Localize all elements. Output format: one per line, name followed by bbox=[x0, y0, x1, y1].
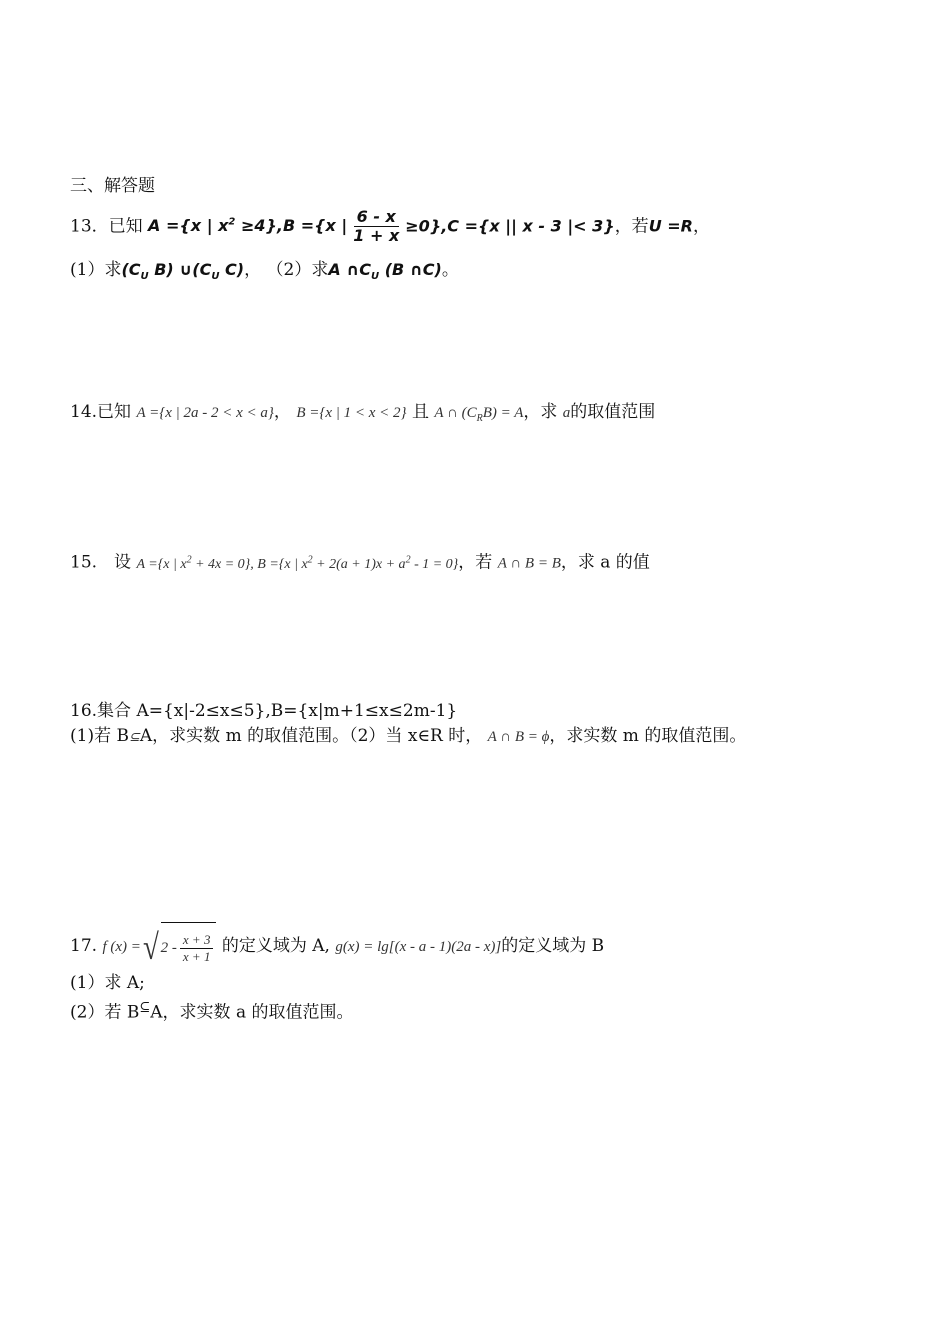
q13-part1-expression: ($C_U$ B) $\cup(C_U$ C) bbox=[121, 260, 245, 283]
question-17-line1: 17. f (x) = √ 2 - $\frac{x + 3}{x + 1}$ 的定义域为 A, g(x) = lg[(x - a - 1)(2a - x)]的定义域为 B bbox=[70, 922, 604, 971]
q13-condition: U =R bbox=[648, 216, 693, 236]
q13-part2-label: （2）求 bbox=[266, 260, 329, 280]
question-14: 14.已知 A ={x | 2a - 2 < x < a}， B ={x | 1 < x < 2} 且 A ∩ $(C_RB) = A$，求 a的取值范围 bbox=[70, 402, 656, 424]
q13-number: 13．已知 bbox=[70, 216, 143, 237]
q17-function-f: f (x) = bbox=[102, 939, 141, 955]
question-16-line2: (1)若 B⊆A，求实数 m 的取值范围。（2）当 x∈R 时， A ∩ B = ϕ，求实数 m 的取值范围。 bbox=[70, 726, 747, 746]
q14-condition: A ∩ $(C_RB) = A$ bbox=[434, 405, 524, 424]
section-title: 三、解答题 bbox=[70, 176, 155, 196]
subset-symbol: ⊆ bbox=[128, 729, 140, 744]
q17-function-g: g(x) = lg[(x - a - 1)(2a - x)] bbox=[335, 939, 502, 955]
question-13-line2: (1）求($C_U$ B) $\cup(C_U$ C)， （2）求A $\cap C_U$ (B ∩C)。 bbox=[70, 260, 459, 283]
question-17-part1: (1）求 A; bbox=[70, 973, 145, 993]
q17-square-root: √ 2 - $\frac{x + 3}{x + 1}$ bbox=[141, 922, 217, 971]
q13-set-a: A ={x | $x^2 \ge 4\},B =\{x$ | bbox=[148, 216, 348, 236]
q13-comma: ， bbox=[692, 216, 710, 237]
q15-number: 15. 设 bbox=[70, 552, 132, 573]
q14-set-b: B ={x | 1 < x < 2} bbox=[296, 405, 407, 421]
q14-set-a: A ={x | 2a - 2 < x < a} bbox=[136, 405, 274, 421]
q17-number: 17. bbox=[70, 936, 98, 956]
q13-part2-expression: A $\cap C_U$ (B ∩C) bbox=[328, 260, 442, 283]
question-17-part2: (2）若 B⊆A，求实数 a 的取值范围。 bbox=[70, 1000, 354, 1023]
q13-fraction: $\frac{6 - x}{1 + x}$ bbox=[353, 207, 400, 246]
q15-condition: A ∩ B = B bbox=[497, 555, 561, 572]
question-16-line1: 16.集合 A={x|-2≤x≤5},B={x|m+1≤x≤2m-1} bbox=[70, 701, 458, 721]
q16-condition: A ∩ B = ϕ bbox=[487, 729, 550, 745]
q15-ask: ，求 a 的值 bbox=[560, 552, 650, 573]
question-15: 15. 设 A ={x | $x^2 + 4x = 0$}, B ={x | $x^2 + 2(a + 1)x + a^2 - 1 = 0$}，若 A ∩ B = B，求 a 的值 bbox=[70, 552, 650, 573]
q13-set-b-c: ≥0},C ={x || x - 3 |< 3} bbox=[405, 216, 615, 236]
question-13-line1 bbox=[70, 205, 710, 245]
q14-number: 14.已知 bbox=[70, 402, 132, 422]
q15-sets: A ={x | $x^2 + 4x = 0$}, B ={x | $x^2 + 2(a + 1)x + a^2 - 1 = 0$} bbox=[136, 554, 459, 572]
q13-part1-label: (1）求 bbox=[70, 260, 122, 280]
subset-symbol: ⊆ bbox=[139, 1000, 151, 1015]
q13-condition-text: ，若 bbox=[614, 216, 649, 237]
q14-variable: a bbox=[562, 405, 571, 421]
